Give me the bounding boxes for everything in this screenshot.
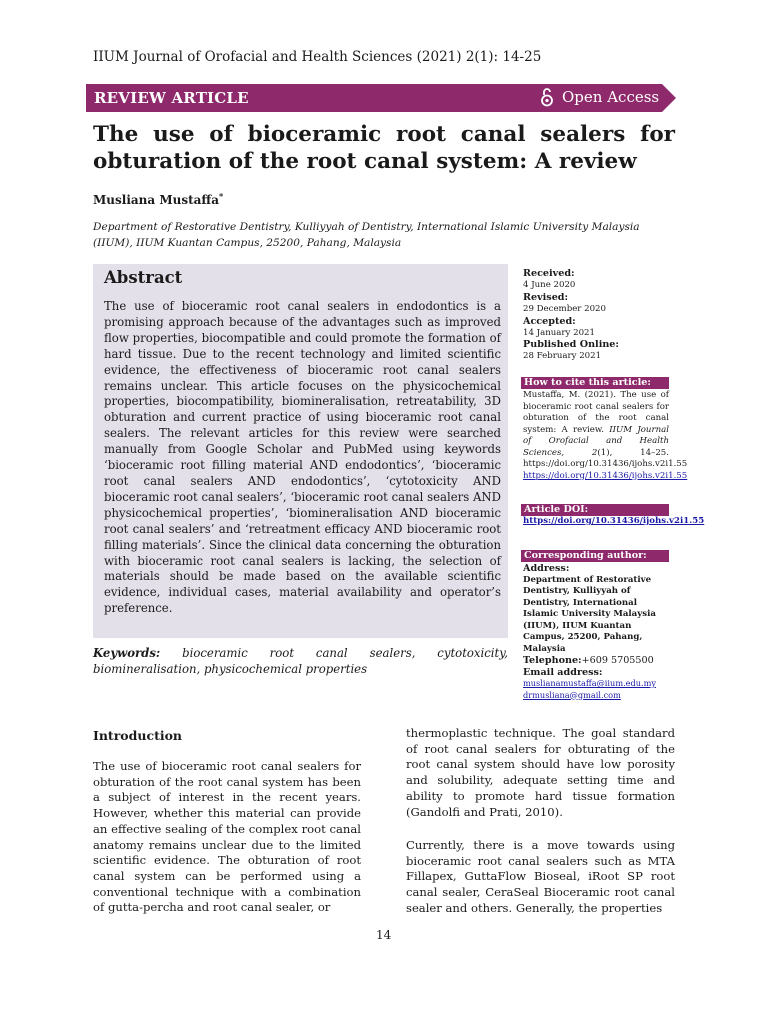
open-lock-icon	[540, 87, 554, 107]
received-date: 4 June 2020	[523, 279, 576, 290]
email-link-1[interactable]: muslianamustaffa@iium.edu.my	[523, 678, 657, 688]
address-label: Address:	[523, 563, 570, 574]
page-number: 14	[376, 928, 392, 942]
revised-label: Revised:	[523, 291, 569, 303]
cite-text	[523, 390, 688, 482]
cite-header: How to cite this article:	[521, 377, 669, 389]
address-text: Department of Restorative Dentistry, Kulliyyah of Dentistry, International Islamic University Malaysia (IIUM), IIUM Kuantan Campus, 25200, Pahang, Malaysia	[523, 574, 656, 654]
email-link-2[interactable]: drmusliana@gmail.com	[523, 689, 621, 700]
introduction-heading: Introduction	[93, 728, 183, 743]
introduction-paragraph-3: Currently, there is a move towards using bioceramic root canal sealers such as MTA Fillapex, GuttaFlow Bioseal, iRoot SP root canal sealer, CeraSeal Bioceramic root canal sealer and others. Generally, the properties	[406, 838, 675, 915]
keywords	[93, 645, 508, 677]
telephone-number: +609 5705500	[581, 655, 654, 666]
corresponding-author-header: Corresponding author:	[521, 550, 669, 562]
journal-citation-line: IIUM Journal of Orofacial and Health Sciences (2021) 2(1): 14-25	[93, 49, 542, 65]
cite-body: Mustaffa, M. (2021). The use of bioceramic root canal sealers for obturation of the root canal system: A review.	[523, 390, 669, 435]
published-date: 28 February 2021	[523, 351, 602, 362]
revised-date: 29 December 2020	[523, 303, 606, 314]
accepted-date: 14 January 2021	[523, 327, 595, 338]
abstract-text: The use of bioceramic root canal sealers in endodontics is a promising approach because of the advantages such as improved flow properties, biocompatible and could promote the formation of hard tissue. Due to the recent technology and limited scientific evidence, the effectiveness of bioceramic root canal sealers remains unclear. This article focuses on the physicochemical properties, biocompatibility, biomineralisation, retreatability, 3D obturation and current practice of using bioceramic root canal sealers. The relevant articles for this review were searched manually from Google Scholar and PubMed using keywords ‘bioceramic root filling material AND endodontics’, ‘bioceramic root canal sealers AND endodontics’, ‘cytotoxicity AND bioceramic root canal sealers’, ‘bioceramic root canal sealers AND physicochemical properties’, ‘biomineralisation AND bioceramic root canal sealers’ and ‘retreatment efficacy AND bioceramic root filling materials’. Since the clinical data concerning the obturation with bioceramic root canal sealers is lacking, the selection of materials should be made based on the available scientific evidence, individual cases, material availability and operator’s preference.	[104, 299, 501, 616]
cite-issue: (1), 14–25. https://doi.org/10.31436/ijohs.v2i1.55	[523, 447, 688, 469]
author-name-text: Musliana Mustaffa	[93, 193, 220, 207]
introduction-paragraph-1: The use of bioceramic root canal sealers for obturation of the root canal system has been a subject of interest in the recent years. However, whether this material can provide an effective sealing of the complex root canal anatomy remains unclear due to the limited scientific evidence. The obturation of root canal system can be performed using a conventional technique with a combination of gutta-percha and root canal sealer, or	[93, 759, 361, 915]
email-label: Email address:	[523, 666, 603, 678]
author-mark: *	[219, 191, 224, 201]
author-affiliation: Department of Restorative Dentistry, Kulliyyah of Dentistry, International Islamic University Malaysia (IIUM), IIUM Kuantan Campus, 25200, Pahang, Malaysia	[93, 221, 640, 249]
banner-arrow-tip	[662, 84, 676, 112]
keywords-text: bioceramic root canal sealers, cytotoxicity, biomineralisation, physicochemical properties	[93, 646, 508, 676]
article-type-label: REVIEW ARTICLE	[94, 89, 249, 107]
keywords-label: Keywords:	[93, 646, 161, 660]
accepted-label: Accepted:	[523, 315, 576, 327]
published-label: Published Online:	[523, 339, 619, 351]
author-name	[93, 191, 223, 207]
article-doi-link[interactable]: https://doi.org/10.31436/ijohs.v2i1.55	[523, 516, 705, 526]
corresponding-author-details	[523, 563, 669, 701]
open-access-label: Open Access	[562, 88, 660, 106]
cite-doi-link[interactable]: https://doi.org/10.31436/ijohs.v2i1.55	[523, 470, 688, 481]
introduction-paragraph-2: thermoplastic technique. The goal standard of root canal sealers for obturating of the root canal system should have low porosity and solubility, adequate setting time and ability to promote hard tissue formation (Gandolfi and Prati, 2010).	[406, 726, 675, 819]
received-label: Received:	[523, 268, 575, 279]
article-dates	[523, 268, 669, 363]
cite-journal: IIUM Journal of Orofacial and Health Sciences, 2	[523, 424, 669, 458]
abstract-heading: Abstract	[104, 268, 183, 287]
telephone-label: Telephone:	[523, 655, 582, 666]
article-title: The use of bioceramic root canal sealers for obturation of the root canal system: A review	[93, 122, 675, 174]
doi-header: Article DOI:	[521, 504, 669, 516]
open-access-badge	[540, 87, 659, 107]
